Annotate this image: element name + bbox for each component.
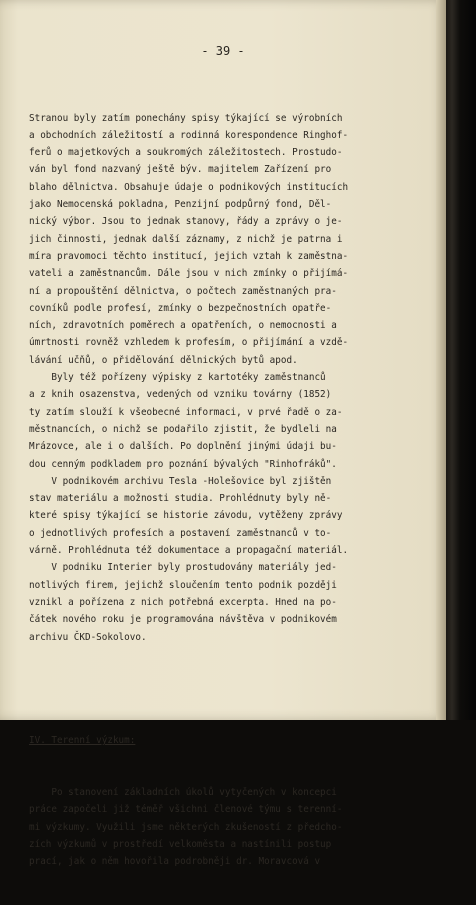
text-line: archivu ČKD-Sokolovo. — [29, 631, 147, 643]
text-line: stav materiálu a možnosti studia. Prohlédnuty byly ně- — [29, 493, 332, 505]
text-line: lávání učňů, o přidělování dělnických bytů apod. — [29, 354, 298, 366]
text-line: notlivých firem, jejichž sloučením tento podnik později — [29, 579, 337, 591]
text-line: V podnikovém archivu Tesla -Holešovice byl zjištěn — [29, 475, 332, 487]
text-line: a z knih osazenstva, vedených od vzniku továrny (1852) — [29, 389, 332, 401]
text-line: jich činnosti, jednak další záznamy, z nichž je patrna i — [29, 233, 343, 245]
text-line: jako Nemocenská pokladna, Penzijní podpůrný fond, Děl- — [29, 199, 332, 211]
page-number: - 39 - — [201, 44, 245, 58]
text-line: V podniku Interier byly prostudovány materiály jed- — [29, 562, 337, 574]
text-line: které spisy týkající se historie závodu, vytěženy zprávy — [29, 510, 343, 522]
text-line: nický výbor. Jsou to jednak stanovy, řády a zprávy o je- — [29, 216, 343, 228]
binding-background — [446, 0, 476, 720]
text-line: covníků podle profesí, zmínky o bezpečnostních opatře- — [29, 302, 332, 314]
text-line: ferů o majetkových a soukromých záležitostech. Prostudo- — [29, 147, 343, 159]
text-line: Po stanovení základních úkolů vytyčených v koncepci — [29, 787, 337, 799]
body-paragraphs — [29, 110, 439, 646]
text-line: a obchodních záležitostí a rodinná korespondence Ringhof- — [29, 129, 349, 141]
text-line: Stranou byly zatím ponechány spisy týkající se výrobních — [29, 112, 343, 124]
text-line: dou cenným podkladem pro poznání bývalých "Rinhofráků". — [29, 458, 337, 470]
section-gap — [29, 680, 439, 697]
text-line: práce započeli již téměř všichni členové týmu s terenní- — [29, 804, 343, 816]
text-line: vateli a zaměstnancům. Dále jsou v nich zmínky o přijímá- — [29, 268, 349, 280]
text-line: o jednotlivých profesích a postavení zaměstnanců v to- — [29, 527, 332, 539]
text-line: várně. Prohlédnuta též dokumentace a propagační materiál. — [29, 545, 349, 557]
text-line: mi výzkumy. Využili jsme některých zkušeností z předcho- — [29, 821, 343, 833]
document-body — [29, 75, 439, 905]
text-line: ty zatím slouží k všeobecné informaci, v prvé řadě o za- — [29, 406, 343, 418]
text-line: blaho dělnictva. Obsahuje údaje o podnikových institucích — [29, 181, 349, 193]
text-line: zích výzkumů v prostředí velkoměsta a nastínili postup — [29, 839, 332, 851]
text-line: míra pravomoci těchto institucí, jejich vztah k zaměstna- — [29, 250, 349, 262]
section-paragraph — [29, 784, 439, 870]
text-line: Byly též pořízeny výpisky z kartotéky zaměstnanců — [29, 372, 326, 384]
text-line: městnancích, o nichž se podařilo zjistit, že bydleli na — [29, 423, 337, 435]
text-line: úmrtnosti rovněž vzhledem k profesím, o přijímání a vzdě- — [29, 337, 349, 349]
text-line: ván byl fond nazvaný ještě býv. majitelem Zařízení pro — [29, 164, 332, 176]
text-line: Mrázovce, ale i o dalších. Po doplnění jinými údaji bu- — [29, 441, 337, 453]
text-line: vznikl a pořízena z nich potřebná excerpta. Hned na po- — [29, 596, 337, 608]
text-line: ních, zdravotních poměrech a opatřeních, o nemocnosti a — [29, 320, 337, 332]
section-heading: IV. Terenní výzkum: — [29, 735, 136, 747]
text-line: čátek nového roku je programována návštěva v podnikovém — [29, 614, 337, 626]
text-line: ní a propouštění dělnictva, o počtech zaměstnaných pra- — [29, 285, 337, 297]
text-line: prací, jak o něm hovořila podrobněji dr. Moravcová v — [29, 856, 321, 868]
